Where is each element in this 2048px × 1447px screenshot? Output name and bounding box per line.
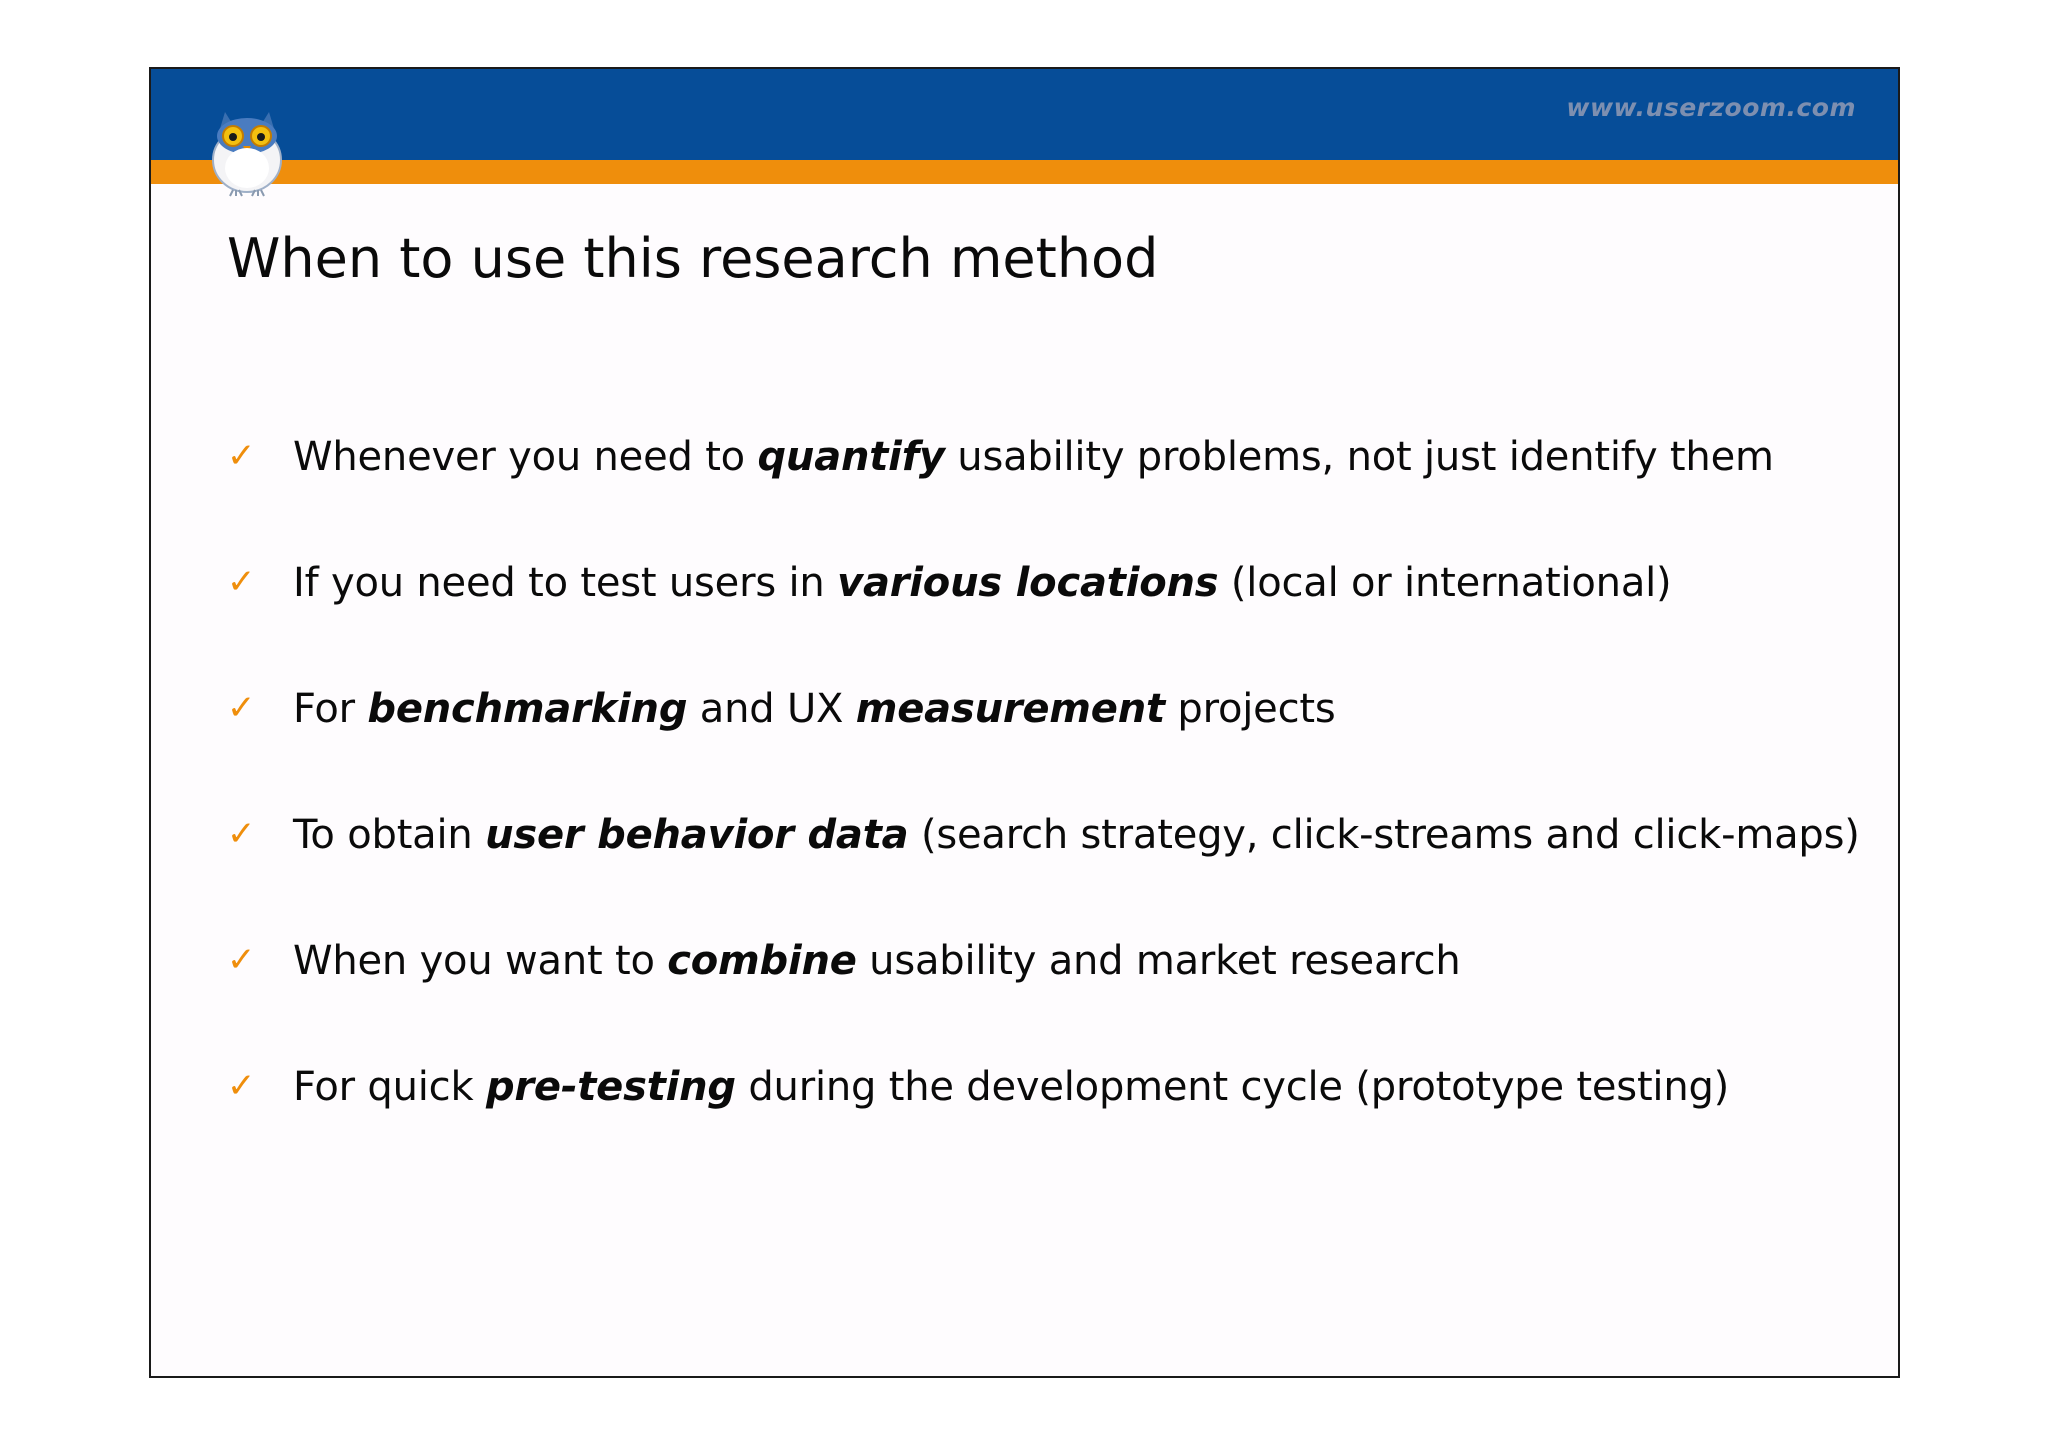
bullet-text: When you want to combine usability and market research (293, 938, 1461, 984)
checkmark-icon: ✓ (227, 436, 256, 476)
emphasis: user behavior data (485, 812, 909, 858)
header-orange-band (151, 160, 1898, 184)
bullet-text: For quick pre-testing during the development cycle (prototype testing) (293, 1064, 1730, 1110)
checkmark-icon: ✓ (227, 1066, 256, 1106)
emphasis: benchmarking (367, 686, 688, 732)
emphasis: quantify (757, 434, 945, 480)
bullet-text: Whenever you need to quantify usability problems, not just identify them (293, 434, 1774, 480)
emphasis: combine (667, 938, 857, 984)
emphasis: various locations (837, 560, 1219, 606)
checkmark-icon: ✓ (227, 940, 256, 980)
slide-title: When to use this research method (227, 227, 1159, 290)
checkmark-icon: ✓ (227, 562, 256, 602)
emphasis: pre-testing (485, 1064, 736, 1110)
checkmark-icon: ✓ (227, 688, 256, 728)
bullet-text: For benchmarking and UX measurement projects (293, 686, 1336, 732)
slide (149, 67, 1900, 1378)
bullet-text: If you need to test users in various locations (local or international) (293, 560, 1672, 606)
checkmark-icon: ✓ (227, 814, 256, 854)
owl-logo-icon (205, 102, 289, 198)
emphasis: measurement (855, 686, 1165, 732)
bullet-text: To obtain user behavior data (search strategy, click-streams and click-maps) (293, 812, 1860, 858)
website-url: www.userzoom.com (1566, 93, 1856, 122)
